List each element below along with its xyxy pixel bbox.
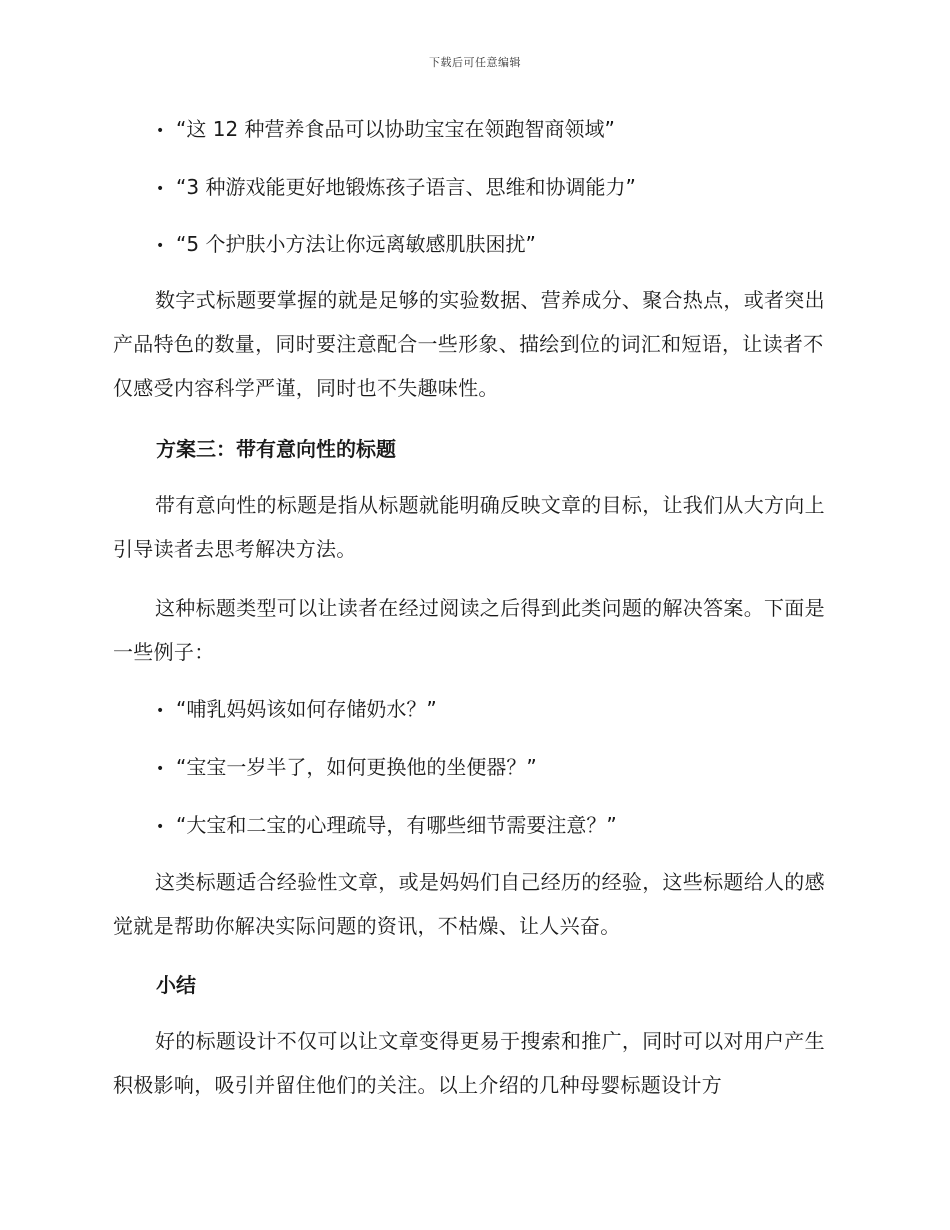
- bullet-dot-icon: •: [156, 237, 165, 254]
- list-item-text: “3 种游戏能更好地锻炼孩子语言、思维和协调能力”: [176, 175, 636, 199]
- bullet-dot-icon: •: [156, 818, 165, 835]
- list-item: [156, 753, 537, 783]
- list-item: [156, 230, 536, 260]
- conclusion-heading: 小结: [156, 973, 196, 997]
- list-item: [156, 115, 615, 145]
- list-item-text: “大宝和二宝的心理疏导，有哪些细节需要注意？”: [176, 813, 617, 837]
- bullet-dot-icon: •: [156, 122, 165, 139]
- paragraph-conclusion: 好的标题设计不仅可以让文章变得更易于搜索和推广，同时可以对用户产生积极影响，吸引并留住他们的关注。以上介绍的几种母婴标题设计方: [113, 1029, 825, 1097]
- list-item: [156, 173, 636, 203]
- list-item: [156, 811, 617, 841]
- paragraph-intent-summary: 这类标题适合经验性文章，或是妈妈们自己经历的经验，这些标题给人的感觉就是帮助你解决实际问题的资讯，不枯燥、让人兴奋。: [113, 870, 825, 938]
- bullet-dot-icon: •: [156, 760, 165, 777]
- list-item-text: “哺乳妈妈该如何存储奶水？”: [176, 697, 437, 721]
- list-item-text: “这 12 种营养食品可以协助宝宝在领跑智商领域”: [176, 117, 615, 141]
- bullet-dot-icon: •: [156, 702, 165, 719]
- list-item: [156, 695, 437, 725]
- bullet-dot-icon: •: [156, 180, 165, 197]
- list-item-text: “宝宝一岁半了，如何更换他的坐便器？”: [176, 755, 537, 779]
- header-note: 下载后可任意编辑: [429, 56, 521, 69]
- paragraph-intent-intro: 带有意向性的标题是指从标题就能明确反映文章的目标，让我们从大方向上引导读者去思考解决方法。: [113, 493, 825, 561]
- paragraph-number-summary: 数字式标题要掌握的就是足够的实验数据、营养成分、聚合热点，或者突出产品特色的数量，同时要注意配合一些形象、描绘到位的词汇和短语，让读者不仅感受内容科学严谨，同时也不失趣味性。: [113, 288, 825, 400]
- section-heading: 方案三：带有意向性的标题: [156, 437, 396, 461]
- list-item-text: “5 个护肤小方法让你远离敏感肌肤困扰”: [176, 232, 536, 256]
- paragraph-intent-lead-in: 这种标题类型可以让读者在经过阅读之后得到此类问题的解决答案。下面是一些例子：: [113, 596, 825, 664]
